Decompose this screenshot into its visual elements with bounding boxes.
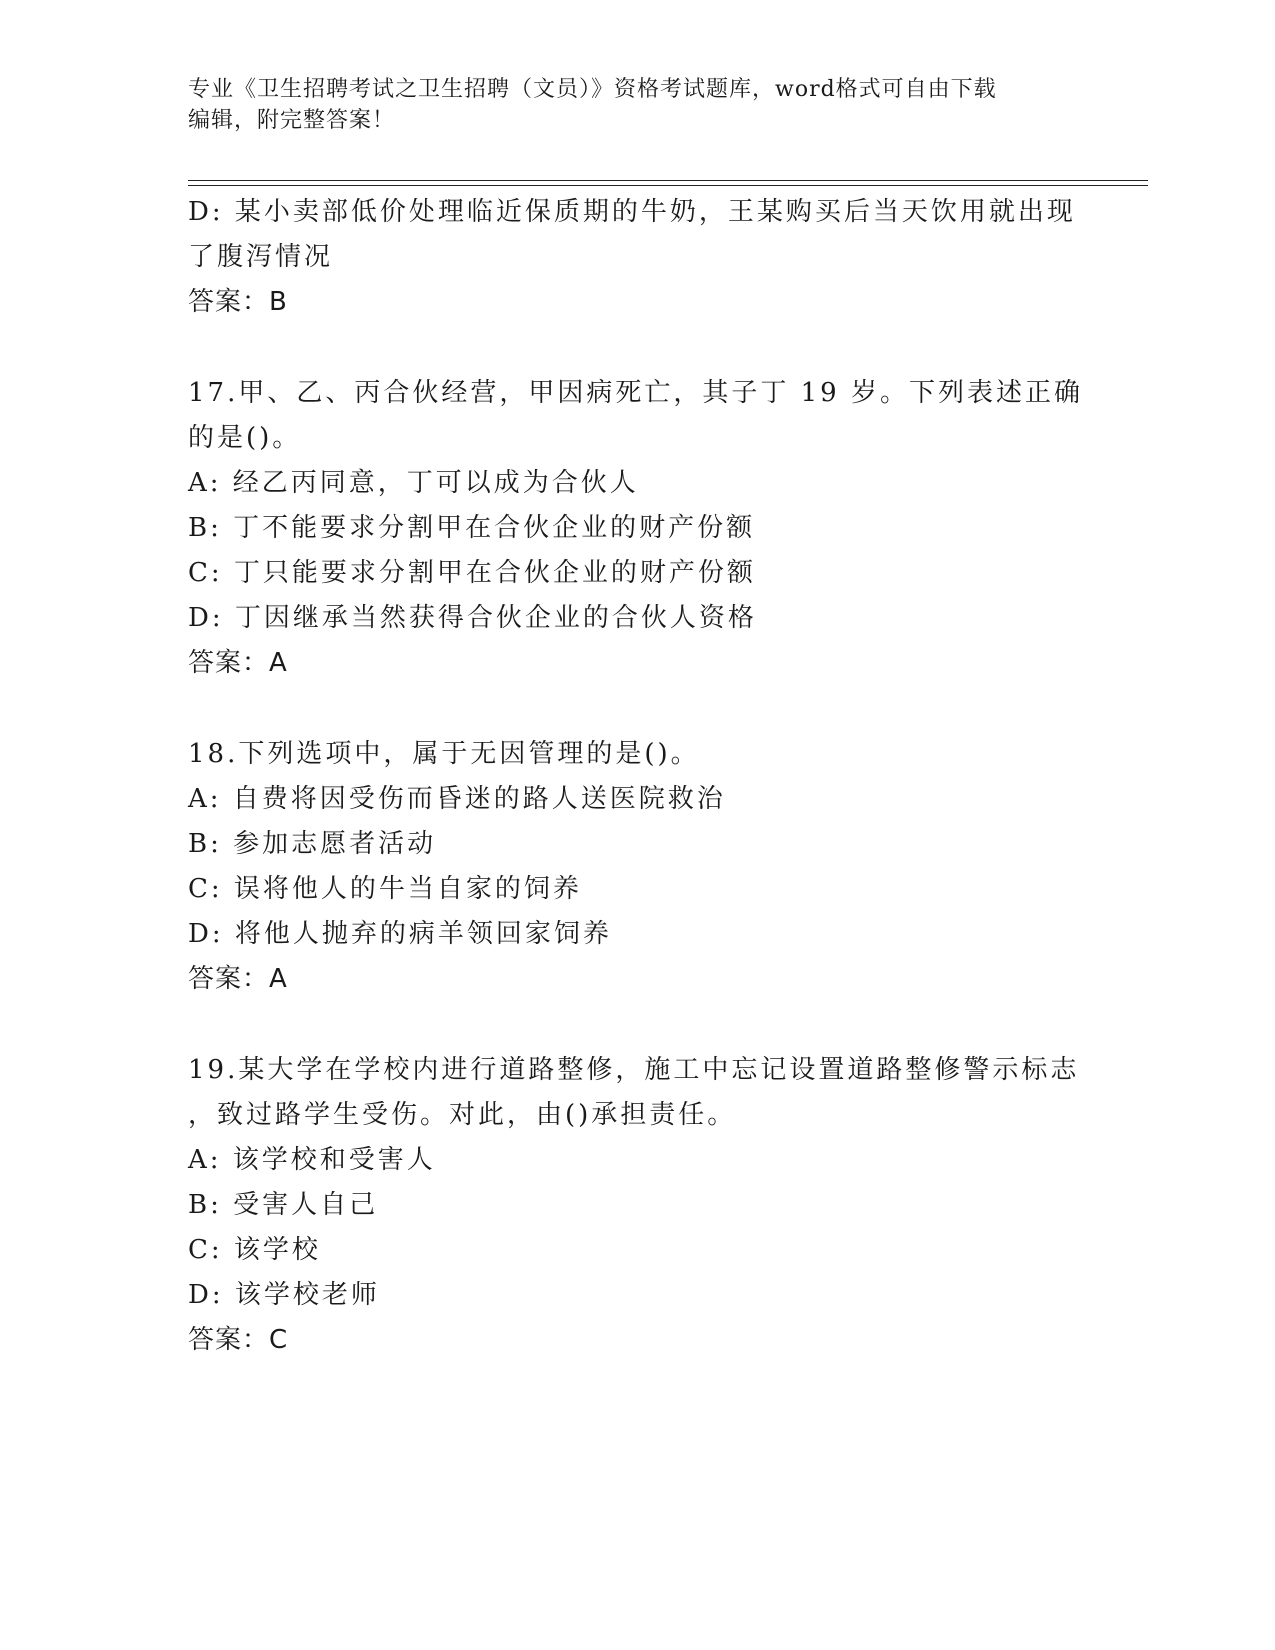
option-d: D: 丁因继承当然获得合伙企业的合伙人资格 xyxy=(188,603,757,633)
question-stem-line-2: ，致过路学生受伤。对此，由()承担责任。 xyxy=(188,1100,737,1130)
question-content xyxy=(188,190,1088,1363)
option-a: A: 该学校和受害人 xyxy=(188,1145,436,1175)
option-d-line-2: 了腹泻情况 xyxy=(188,242,334,272)
option-c: C: 该学校 xyxy=(188,1235,321,1265)
option-c: C: 误将他人的牛当自家的饲养 xyxy=(188,874,582,904)
question-stem-line-2: 的是()。 xyxy=(188,423,302,453)
question-17 xyxy=(188,371,1088,686)
answer-label: 答案：A xyxy=(188,648,288,678)
question-stem-line-1: 18.下列选项中，属于无因管理的是()。 xyxy=(188,739,700,769)
question-19 xyxy=(188,1048,1088,1363)
question-stem-line-1: 19.某大学在学校内进行道路整修，施工中忘记设置道路整修警示标志 xyxy=(188,1055,1080,1085)
option-c: C: 丁只能要求分割甲在合伙企业的财产份额 xyxy=(188,558,756,588)
option-d: D: 该学校老师 xyxy=(188,1280,380,1310)
header-divider-bottom xyxy=(188,185,1148,186)
question-stem-line-1: 17.甲、乙、丙合伙经营，甲因病死亡，其子丁 19 岁。下列表述正确 xyxy=(188,378,1083,408)
answer-label: 答案：A xyxy=(188,964,288,994)
option-d-line-1: D: 某小卖部低价处理临近保质期的牛奶，王某购买后当天饮用就出现 xyxy=(188,197,1076,227)
option-d: D: 将他人抛弃的病羊领回家饲养 xyxy=(188,919,612,949)
option-b: B: 参加志愿者活动 xyxy=(188,829,437,859)
header-line-1: 专业《卫生招聘考试之卫生招聘（文员）》资格考试题库，word格式可自由下载 xyxy=(188,77,997,102)
option-b: B: 受害人自己 xyxy=(188,1190,379,1220)
header-line-2: 编辑，附完整答案！ xyxy=(188,108,396,133)
previous-question-tail xyxy=(188,190,1088,325)
document-header xyxy=(188,74,1088,136)
option-a: A: 自费将因受伤而昏迷的路人送医院救治 xyxy=(188,784,726,814)
header-divider-top xyxy=(188,180,1148,181)
question-18 xyxy=(188,732,1088,1002)
option-a: A: 经乙丙同意，丁可以成为合伙人 xyxy=(188,468,639,498)
option-b: B: 丁不能要求分割甲在合伙企业的财产份额 xyxy=(188,513,756,543)
answer-label: 答案：B xyxy=(188,287,288,317)
answer-label: 答案：C xyxy=(188,1325,289,1355)
